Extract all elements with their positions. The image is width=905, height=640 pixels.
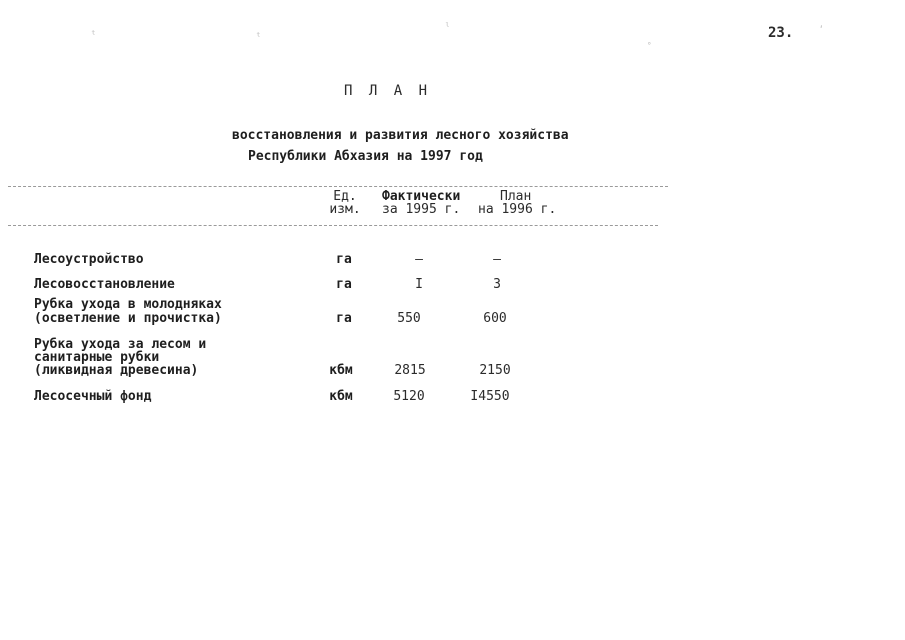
scan-mark: ˳ — [646, 32, 653, 45]
page-number: 23. — [768, 25, 794, 41]
row-label-sanitary-felling-2: санитарные рубки — [34, 350, 160, 365]
row-unit: кбм — [329, 389, 353, 404]
scan-mark: ᵗ — [90, 28, 97, 41]
row-actual-value: 550 — [397, 311, 421, 326]
row-actual-value: 2815 — [394, 363, 426, 378]
row-label-forest-inventory: Лесоустройство — [34, 252, 144, 267]
row-label-cutting-fund: Лесосечный фонд — [34, 389, 152, 404]
row-label-reforestation: Лесовосстановление — [34, 277, 175, 292]
row-label-sanitary-felling-3: (ликвидная древесина) — [34, 363, 199, 378]
row-unit: га — [336, 311, 352, 326]
header-actual-line1: Фактически — [382, 189, 461, 204]
row-plan-value: I4550 — [470, 389, 510, 404]
header-unit-line2: изм. — [329, 202, 361, 217]
row-actual-value: I — [415, 277, 423, 292]
scan-mark: ᵗ — [255, 30, 262, 43]
table-top-rule — [8, 186, 668, 187]
document-title: П Л А Н — [344, 83, 432, 99]
row-label-young-stand-thinning-1: Рубка ухода в молодняках — [34, 297, 222, 312]
header-plan-line1: План — [500, 189, 532, 204]
scan-mark: ʹ — [818, 24, 825, 37]
row-plan-value: 2150 — [479, 363, 511, 378]
scan-mark: ˡ — [444, 20, 451, 33]
row-actual-value: 5120 — [393, 389, 425, 404]
header-plan-line2: на 1996 г. — [478, 202, 557, 217]
document-subtitle-line1: восстановления и развития лесного хозяйства — [232, 128, 569, 143]
row-unit: кбм — [329, 363, 353, 378]
header-unit-line1: Ед. — [333, 189, 357, 204]
row-unit: га — [336, 277, 352, 292]
row-label-young-stand-thinning-2: (осветление и прочистка) — [34, 311, 222, 326]
row-label-sanitary-felling-1: Рубка ухода за лесом и — [34, 337, 207, 352]
row-unit: га — [336, 252, 352, 267]
row-plan-value: – — [493, 252, 501, 267]
document-subtitle-line2: Республики Абхазия на 1997 год — [248, 149, 483, 164]
header-actual-line2: за 1995 г. — [382, 202, 461, 217]
row-actual-value: – — [415, 252, 423, 267]
row-plan-value: 3 — [493, 277, 501, 292]
row-plan-value: 600 — [483, 311, 507, 326]
header-bottom-rule — [8, 225, 658, 226]
